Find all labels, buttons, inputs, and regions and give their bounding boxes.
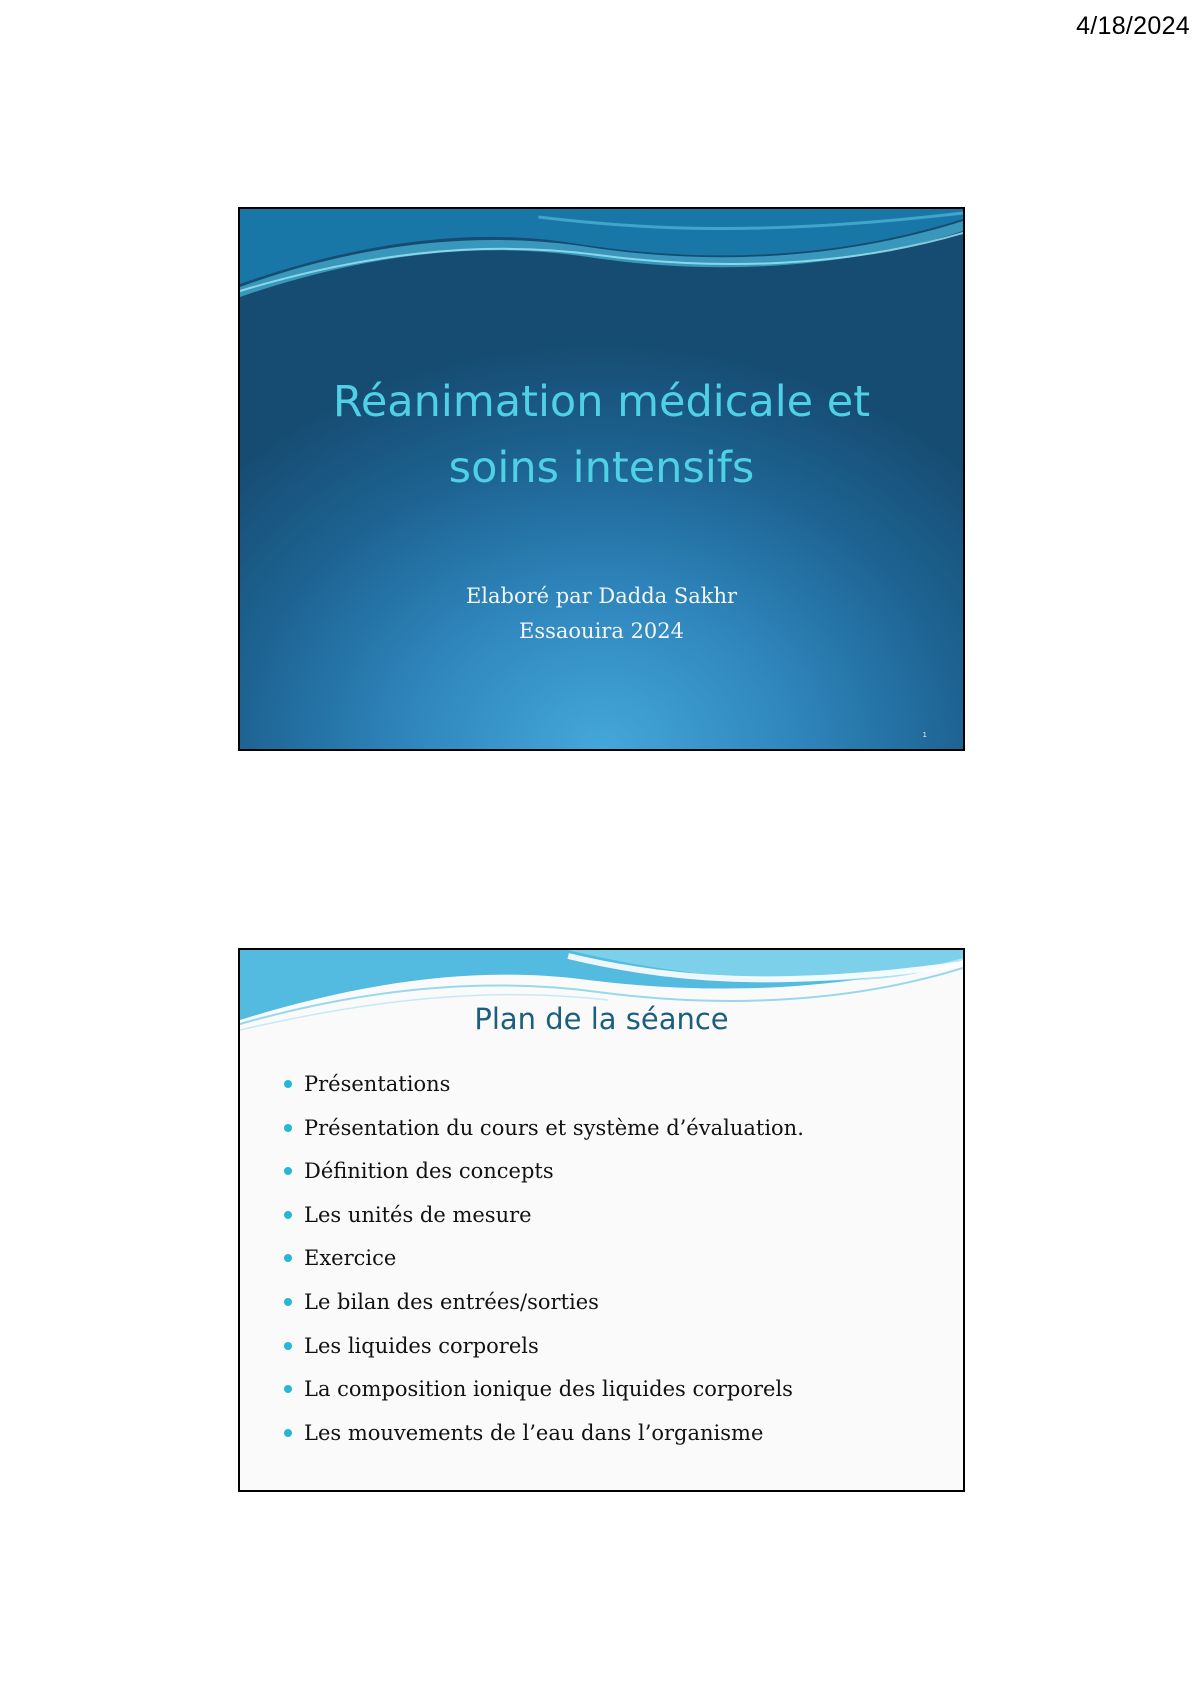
bullet-dot-icon (284, 1167, 292, 1175)
agenda-item-text: Exercice (304, 1246, 397, 1271)
agenda-list (284, 1072, 804, 1464)
author-line: Elaboré par Dadda Sakhr (465, 584, 738, 608)
agenda-item (284, 1421, 804, 1465)
agenda-item-text: Les mouvements de l’eau dans l’organisme (304, 1420, 764, 1445)
agenda-item (284, 1334, 804, 1378)
agenda-item-text: Présentation du cours et système d’évaluation. (304, 1115, 804, 1140)
agenda-item-text: Présentations (304, 1072, 451, 1096)
agenda-item-text: Définition des concepts (304, 1159, 554, 1184)
agenda-item-text: La composition ionique des liquides corporels (304, 1377, 793, 1402)
bullet-dot-icon (284, 1342, 292, 1350)
title-slide (238, 207, 965, 751)
slide-title-line: Réanimation médicale et (332, 377, 871, 427)
location-year-line: Essaouira 2024 (519, 619, 684, 643)
bullet-dot-icon (284, 1080, 292, 1088)
wave-decoration (240, 209, 963, 309)
bullet-dot-icon (284, 1211, 292, 1219)
slide-title-line: soins intensifs (448, 443, 755, 493)
agenda-item (284, 1290, 804, 1334)
slide-title (240, 369, 963, 501)
bullet-dot-icon (284, 1124, 292, 1132)
bullet-dot-icon (284, 1385, 292, 1393)
page-date: 4/18/2024 (1076, 12, 1190, 40)
agenda-item (284, 1116, 804, 1160)
bullet-dot-icon (284, 1298, 292, 1306)
agenda-item (284, 1203, 804, 1247)
agenda-slide (238, 948, 965, 1492)
agenda-item (284, 1159, 804, 1203)
agenda-item (284, 1377, 804, 1421)
slide-number: 1 (922, 731, 927, 739)
agenda-item (284, 1072, 804, 1116)
agenda-item-text: Les liquides corporels (304, 1333, 539, 1358)
slide-title: Plan de la séance (474, 1002, 729, 1036)
bullet-dot-icon (284, 1429, 292, 1437)
slide-subtitle (240, 579, 963, 649)
bullet-dot-icon (284, 1254, 292, 1262)
agenda-item-text: Le bilan des entrées/sorties (304, 1289, 599, 1314)
agenda-item (284, 1246, 804, 1290)
agenda-item-text: Les unités de mesure (304, 1202, 532, 1227)
